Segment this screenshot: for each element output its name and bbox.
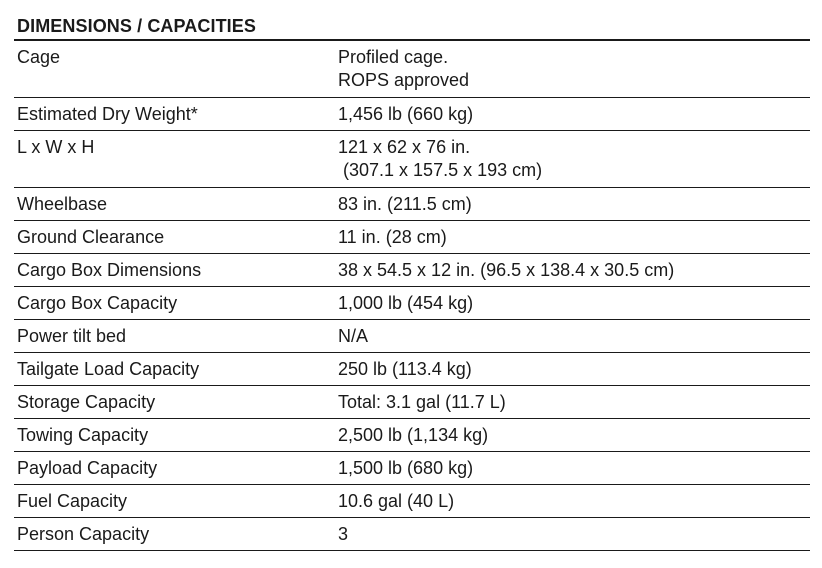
table-row [14,287,810,320]
spec-value-line: Total: 3.1 gal (11.7 L) [338,392,506,412]
table-row [14,254,810,287]
spec-label: Power tilt bed [14,320,334,353]
section-title: DIMENSIONS / CAPACITIES [14,14,810,41]
spec-value [334,485,810,518]
spec-value [334,188,810,221]
spec-value-line: 38 x 54.5 x 12 in. (96.5 x 138.4 x 30.5 cm) [338,260,675,280]
spec-value-line: 1,000 lb (454 kg) [338,293,474,313]
spec-value [334,452,810,485]
table-row [14,386,810,419]
spec-value-line: 3 [338,524,349,544]
table-row [14,485,810,518]
table-row [14,221,810,254]
spec-value-line: N/A [338,326,369,346]
spec-label: Cage [14,41,334,98]
spec-table-body [14,41,810,551]
table-row [14,98,810,131]
spec-value-line: 10.6 gal (40 L) [338,491,455,511]
spec-label: Cargo Box Dimensions [14,254,334,287]
spec-label: Storage Capacity [14,386,334,419]
spec-label: Wheelbase [14,188,334,221]
table-row [14,188,810,221]
table-row [14,41,810,98]
spec-value-line: ROPS approved [338,70,470,90]
spec-value-line: 11 in. (28 cm) [338,227,447,247]
spec-value [334,518,810,551]
spec-value [334,386,810,419]
spec-table [14,41,810,551]
spec-label: Estimated Dry Weight* [14,98,334,131]
spec-value [334,353,810,386]
spec-label: Ground Clearance [14,221,334,254]
spec-value-line: 121 x 62 x 76 in. [338,137,471,157]
spec-label: Tailgate Load Capacity [14,353,334,386]
table-row [14,419,810,452]
spec-label: Person Capacity [14,518,334,551]
spec-value-line: 1,500 lb (680 kg) [338,458,474,478]
spec-value-line: (307.1 x 157.5 x 193 cm) [338,160,543,180]
spec-label: L x W x H [14,131,334,188]
spec-value [334,419,810,452]
spec-label: Cargo Box Capacity [14,287,334,320]
spec-sheet [14,14,810,551]
table-row [14,131,810,188]
spec-value [334,320,810,353]
spec-value [334,41,810,98]
spec-value [334,98,810,131]
spec-value-line: 83 in. (211.5 cm) [338,194,472,214]
spec-value [334,254,810,287]
spec-label: Fuel Capacity [14,485,334,518]
spec-value [334,287,810,320]
spec-value [334,221,810,254]
table-row [14,320,810,353]
spec-value-line: 1,456 lb (660 kg) [338,104,474,124]
spec-value-line: 2,500 lb (1,134 kg) [338,425,489,445]
spec-label: Towing Capacity [14,419,334,452]
table-row [14,518,810,551]
spec-value [334,131,810,188]
spec-label: Payload Capacity [14,452,334,485]
table-row [14,452,810,485]
spec-value-line: 250 lb (113.4 kg) [338,359,472,379]
table-row [14,353,810,386]
spec-value-line: Profiled cage. [338,47,449,67]
